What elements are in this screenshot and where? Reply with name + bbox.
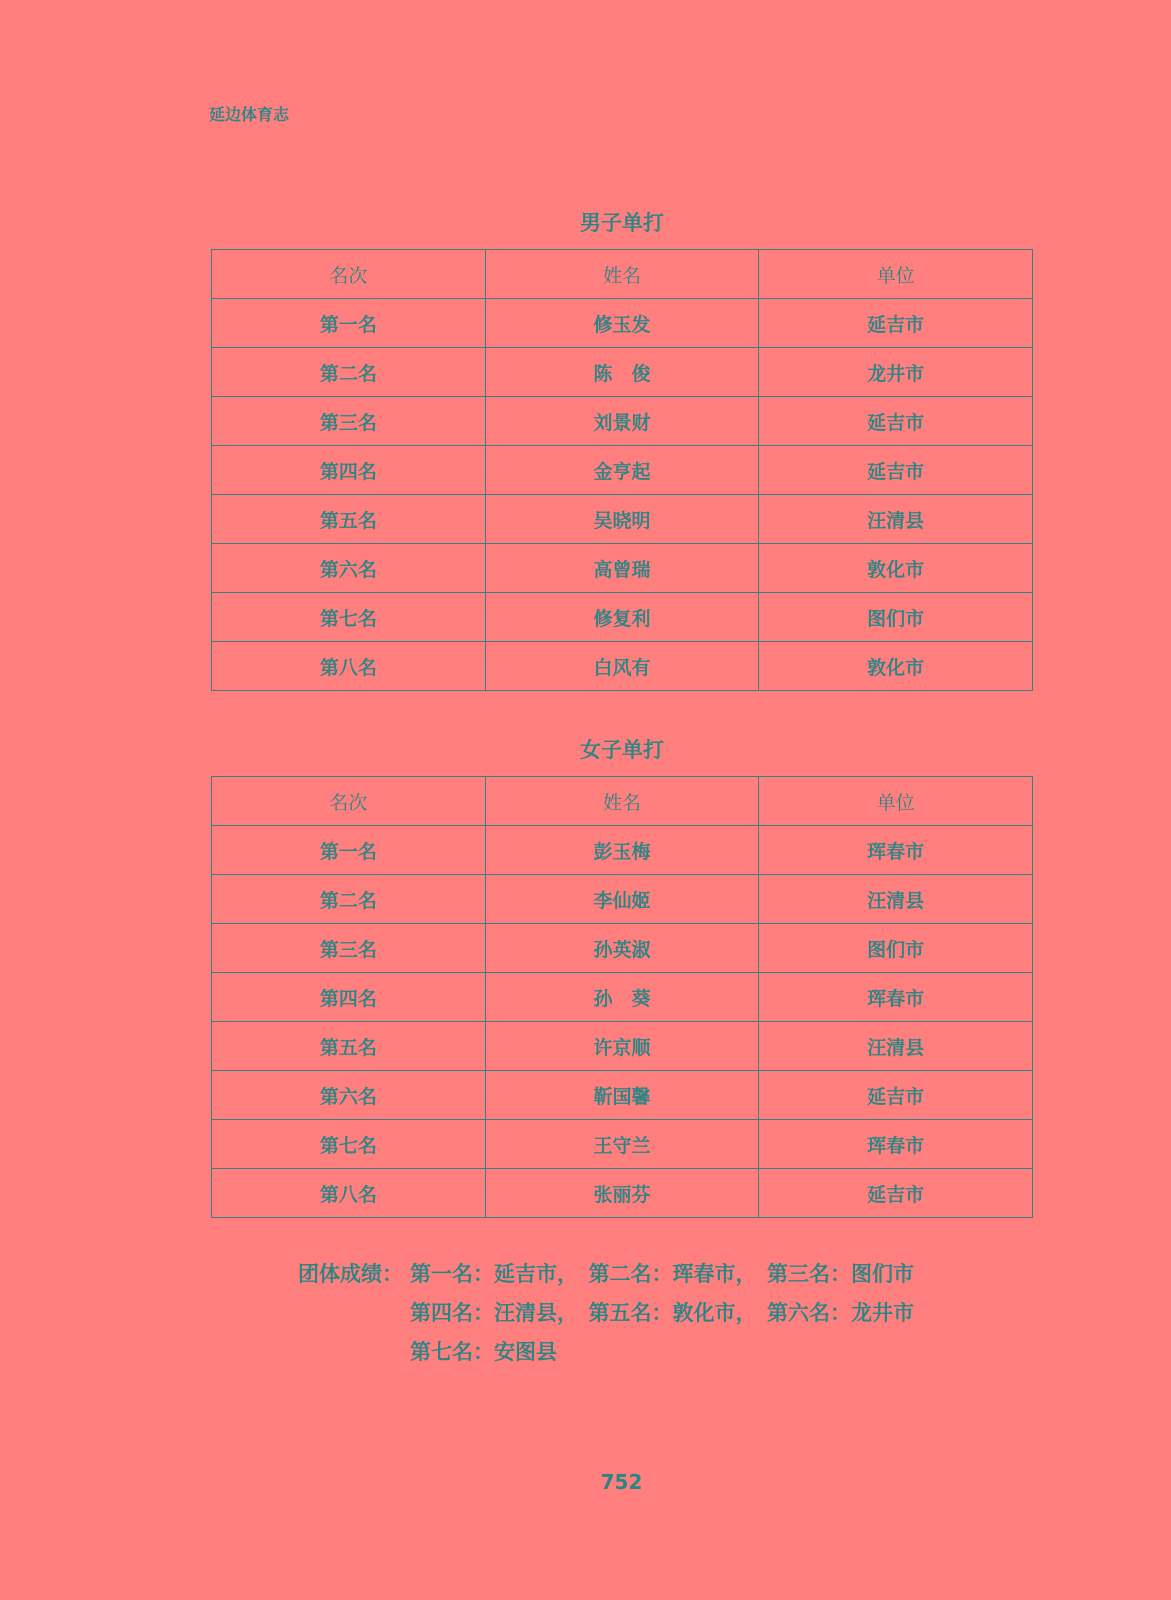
name-cell: 修玉发 <box>485 299 759 348</box>
rank-cell: 第五名 <box>212 495 486 544</box>
table-row <box>212 495 1033 544</box>
rank-cell: 第二名 <box>212 348 486 397</box>
table-row <box>212 1022 1033 1071</box>
table-row <box>212 875 1033 924</box>
rank-cell: 第一名 <box>212 299 486 348</box>
column-header-unit: 单位 <box>759 777 1033 826</box>
unit-cell: 敦化市 <box>759 642 1033 691</box>
rank-cell: 第八名 <box>212 642 486 691</box>
unit-cell: 延吉市 <box>759 1071 1033 1120</box>
womens-singles-table <box>211 776 1033 1218</box>
mens-singles-table <box>211 249 1033 691</box>
table-row <box>212 397 1033 446</box>
unit-cell: 延吉市 <box>759 1169 1033 1218</box>
womens-singles-title: 女子单打 <box>580 737 664 762</box>
unit-cell: 汪清县 <box>759 495 1033 544</box>
table-row <box>212 544 1033 593</box>
name-cell: 金亨起 <box>485 446 759 495</box>
rank-cell: 第三名 <box>212 924 486 973</box>
rank-cell: 第二名 <box>212 875 486 924</box>
team-results-line <box>298 1332 914 1371</box>
team-results-text: 第四名：汪清县， 第五名：敦化市， 第六名：龙井市 <box>410 1300 914 1325</box>
name-cell: 高曾瑞 <box>485 544 759 593</box>
name-cell: 李仙姬 <box>485 875 759 924</box>
rank-cell: 第一名 <box>212 826 486 875</box>
rank-cell: 第七名 <box>212 593 486 642</box>
table-row <box>212 1169 1033 1218</box>
page-number: 752 <box>600 1470 643 1494</box>
unit-cell: 珲春市 <box>759 1120 1033 1169</box>
column-header-unit: 单位 <box>759 250 1033 299</box>
column-header-name: 姓名 <box>485 250 759 299</box>
name-cell: 孙 葵 <box>485 973 759 1022</box>
unit-cell: 敦化市 <box>759 544 1033 593</box>
book-title: 延边体育志 <box>209 105 290 124</box>
column-header-rank: 名次 <box>212 777 486 826</box>
table-row <box>212 1120 1033 1169</box>
name-cell: 彭玉梅 <box>485 826 759 875</box>
name-cell: 吴晓明 <box>485 495 759 544</box>
team-results-label: 团体成绩： <box>298 1261 403 1286</box>
rank-cell: 第五名 <box>212 1022 486 1071</box>
unit-cell: 龙井市 <box>759 348 1033 397</box>
unit-cell: 汪清县 <box>759 1022 1033 1071</box>
rank-cell: 第四名 <box>212 973 486 1022</box>
table-row <box>212 973 1033 1022</box>
table-row <box>212 299 1033 348</box>
name-cell: 白风有 <box>485 642 759 691</box>
table-row <box>212 642 1033 691</box>
unit-cell: 延吉市 <box>759 397 1033 446</box>
rank-cell: 第六名 <box>212 544 486 593</box>
table-row <box>212 446 1033 495</box>
name-cell: 陈 俊 <box>485 348 759 397</box>
table-header-row <box>212 777 1033 826</box>
table-row <box>212 826 1033 875</box>
unit-cell: 汪清县 <box>759 875 1033 924</box>
rank-cell: 第三名 <box>212 397 486 446</box>
rank-cell: 第六名 <box>212 1071 486 1120</box>
name-cell: 王守兰 <box>485 1120 759 1169</box>
name-cell: 许京顺 <box>485 1022 759 1071</box>
mens-singles-title: 男子单打 <box>580 210 664 235</box>
table-row <box>212 348 1033 397</box>
unit-cell: 图们市 <box>759 593 1033 642</box>
column-header-name: 姓名 <box>485 777 759 826</box>
team-results-text: 第七名：安图县 <box>410 1339 557 1364</box>
column-header-rank: 名次 <box>212 250 486 299</box>
name-cell: 靳国馨 <box>485 1071 759 1120</box>
name-cell: 刘景财 <box>485 397 759 446</box>
team-results-text: 第一名：延吉市， 第二名：珲春市， 第三名：图们市 <box>410 1261 914 1286</box>
name-cell: 张丽芬 <box>485 1169 759 1218</box>
name-cell: 修复利 <box>485 593 759 642</box>
unit-cell: 珲春市 <box>759 973 1033 1022</box>
unit-cell: 延吉市 <box>759 299 1033 348</box>
unit-cell: 图们市 <box>759 924 1033 973</box>
rank-cell: 第八名 <box>212 1169 486 1218</box>
team-results-line <box>298 1254 914 1293</box>
rank-cell: 第四名 <box>212 446 486 495</box>
table-header-row <box>212 250 1033 299</box>
unit-cell: 珲春市 <box>759 826 1033 875</box>
table-row <box>212 593 1033 642</box>
team-results <box>298 1254 914 1371</box>
table-row <box>212 1071 1033 1120</box>
name-cell: 孙英淑 <box>485 924 759 973</box>
team-results-line <box>298 1293 914 1332</box>
rank-cell: 第七名 <box>212 1120 486 1169</box>
table-row <box>212 924 1033 973</box>
unit-cell: 延吉市 <box>759 446 1033 495</box>
